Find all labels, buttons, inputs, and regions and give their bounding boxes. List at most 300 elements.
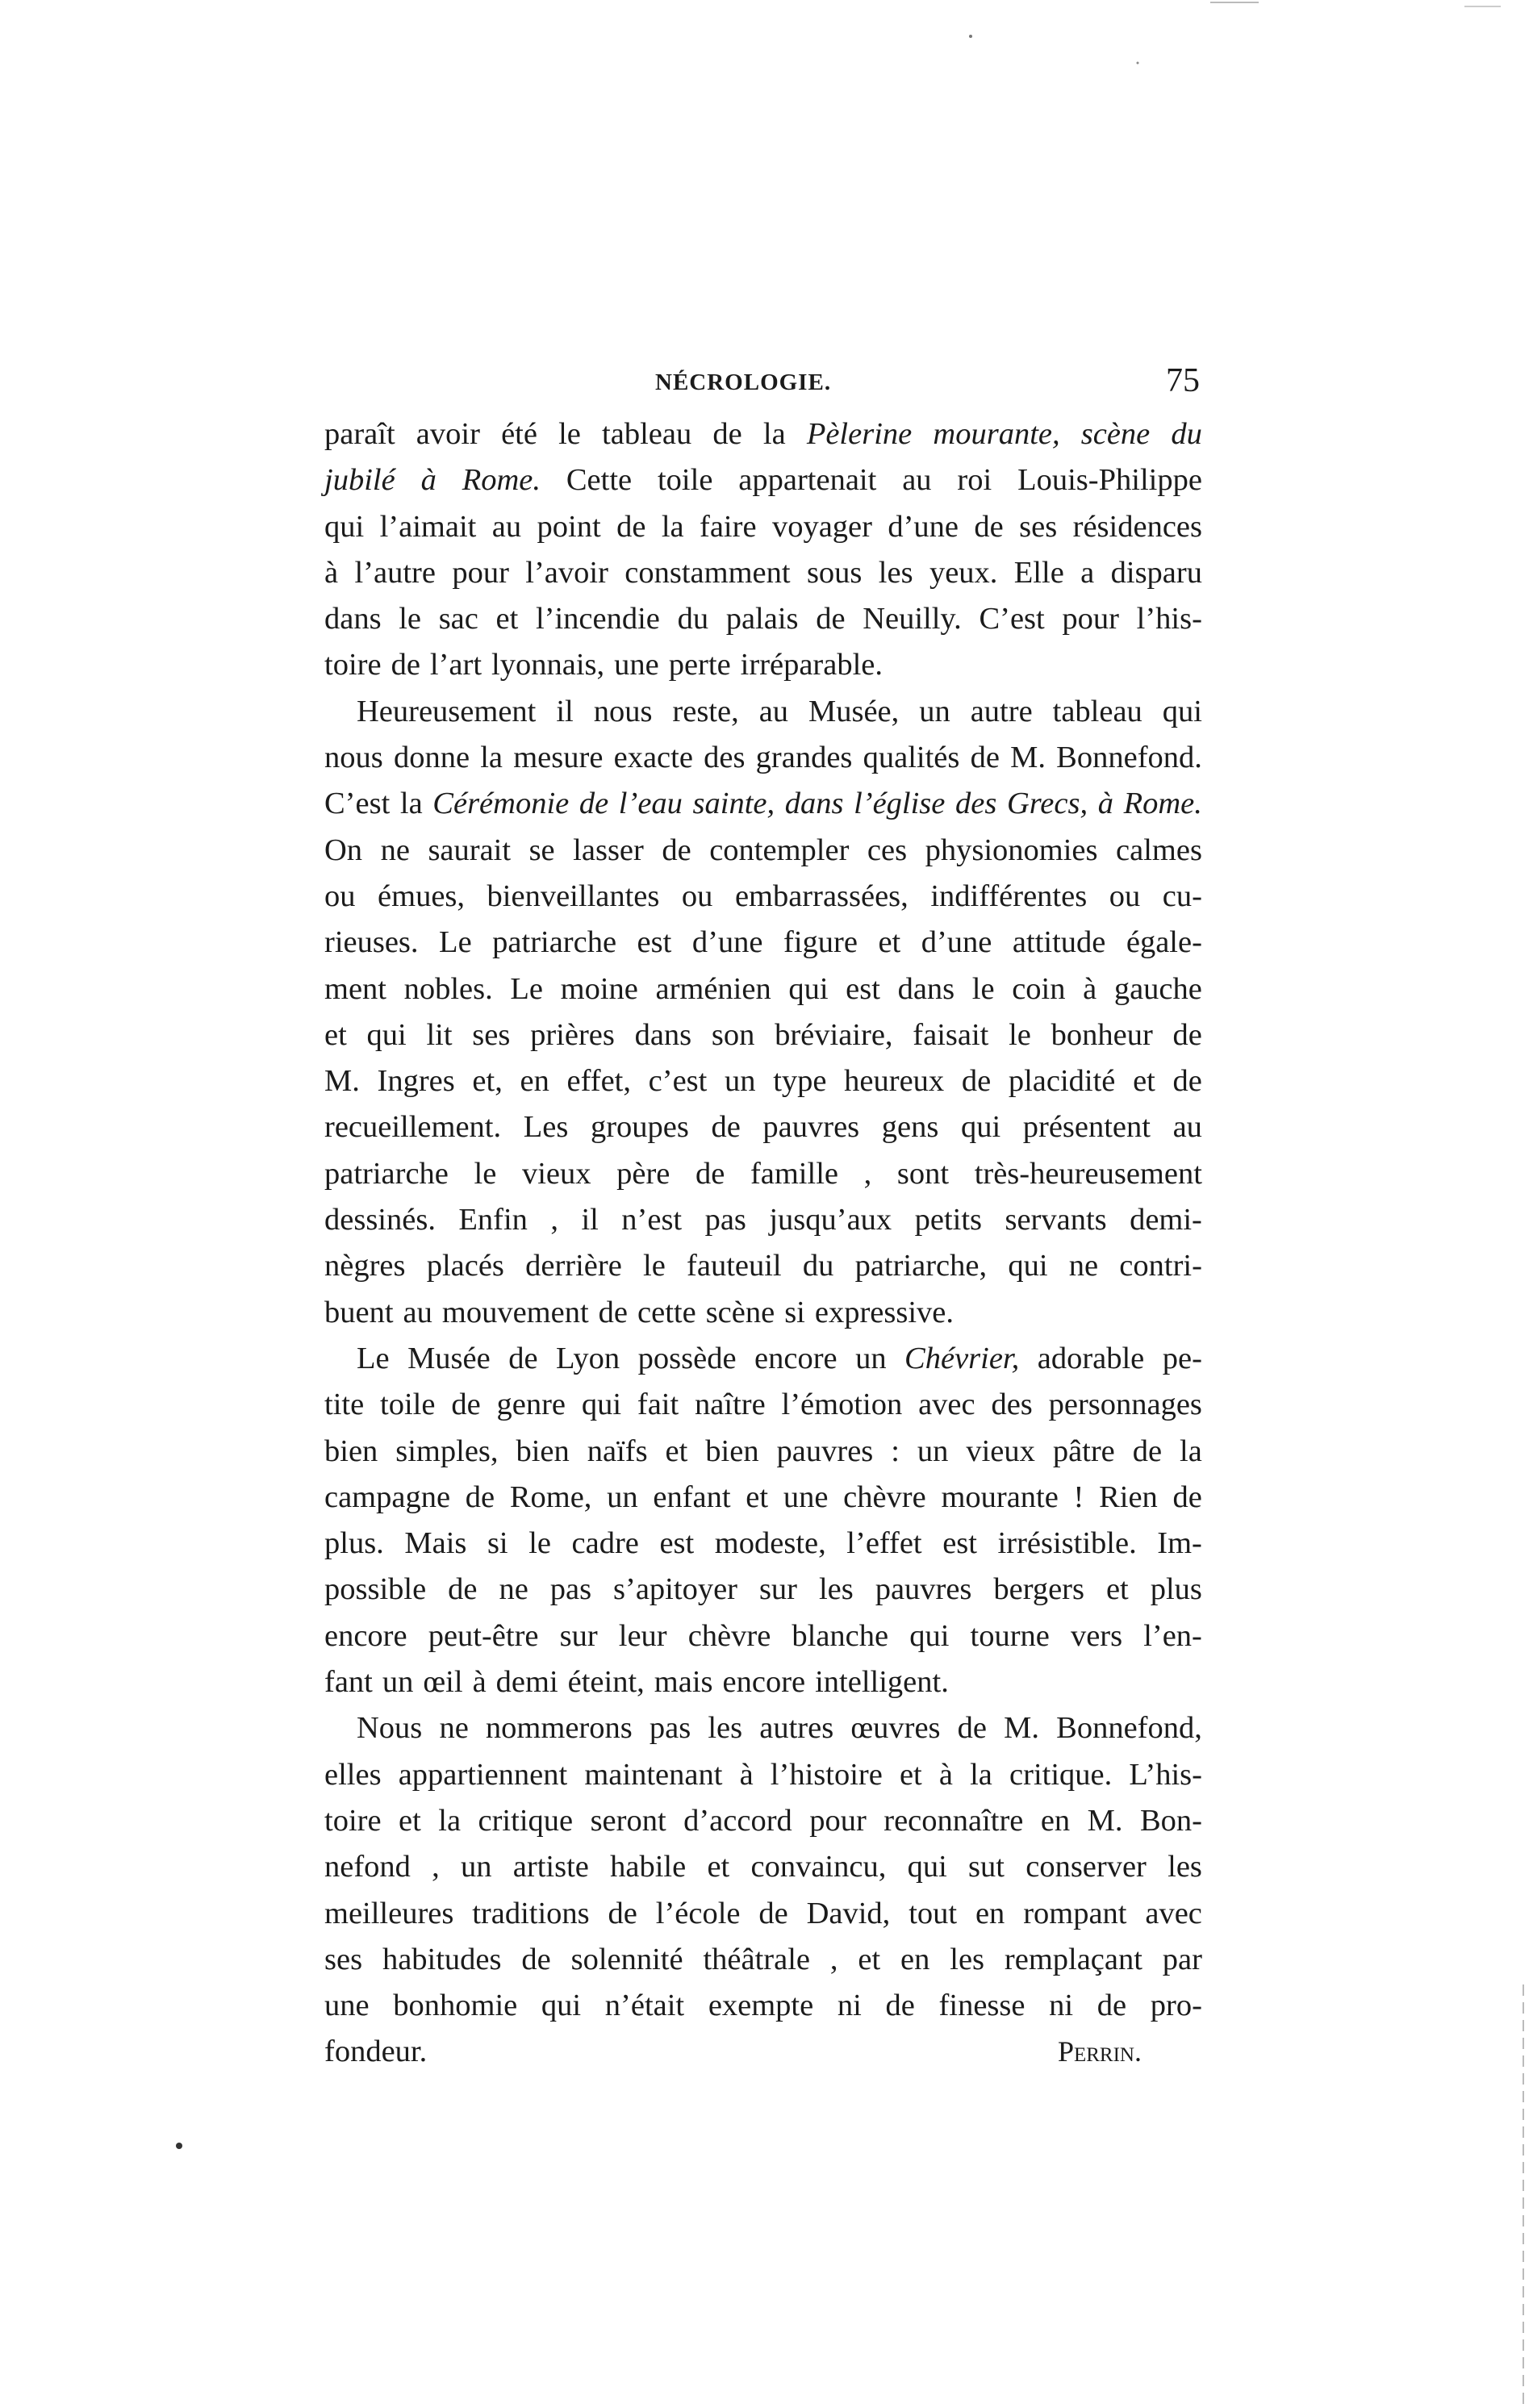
word: tableau (602, 417, 692, 451)
word: une (783, 1479, 829, 1514)
text-line (324, 1058, 1202, 1104)
paragraph-p3 (324, 1336, 1202, 1705)
word: tite (324, 1388, 365, 1422)
word: de (1172, 1017, 1202, 1052)
word: ! (1073, 1479, 1084, 1514)
word: reconnaître (883, 1803, 1024, 1838)
word: yeux. (929, 555, 998, 590)
word: rieuses. (324, 925, 419, 960)
word: qui (324, 509, 365, 544)
word: qui (366, 1017, 407, 1052)
word: l’école (655, 1896, 741, 1930)
word: physionomies (925, 833, 1098, 867)
word: à (739, 1757, 754, 1792)
word: attitude (1012, 925, 1106, 960)
word: de (598, 1295, 629, 1329)
word: de (451, 1388, 481, 1422)
text-line (324, 735, 1202, 781)
word: et (899, 1757, 922, 1792)
text-line (324, 1475, 1202, 1521)
word: son (711, 1017, 755, 1052)
word: Nous (357, 1711, 423, 1746)
text-line (324, 1659, 1202, 1705)
word: il (581, 1203, 599, 1237)
word: derrière (525, 1249, 622, 1283)
word: pauvres (875, 1572, 972, 1607)
word: expressive. (814, 1295, 954, 1329)
word: plus. (324, 1526, 384, 1561)
word: c’est (648, 1064, 708, 1099)
word: meilleures (324, 1896, 454, 1930)
word: l’histoire (770, 1757, 883, 1792)
word: Musée, (808, 694, 900, 728)
word: de (974, 509, 1004, 544)
word: très-heureusement (974, 1156, 1202, 1191)
word: ses (472, 1017, 511, 1052)
word: dans (634, 1017, 692, 1052)
text-line (324, 874, 1202, 920)
word: ou (681, 878, 713, 913)
word: critique (478, 1803, 574, 1838)
word: est (846, 971, 880, 1006)
word: qui (541, 1989, 582, 2023)
word: et (1133, 1064, 1155, 1099)
word: Rome. (462, 463, 541, 498)
word: les (708, 1711, 743, 1746)
word: au (491, 509, 522, 544)
word: irréparable. (740, 648, 883, 682)
word: C’est (324, 787, 391, 821)
word: personnages (1048, 1388, 1202, 1422)
word: sont (896, 1156, 950, 1191)
word: d’une (691, 925, 763, 960)
word: d’une (888, 509, 959, 544)
word: sainte, (692, 787, 775, 821)
word: moine (560, 971, 638, 1006)
word: grandes (755, 741, 853, 775)
word: exempte (708, 1989, 814, 2023)
word: campagne (324, 1479, 451, 1514)
word: rompant (1023, 1896, 1127, 1930)
text-line (324, 550, 1202, 596)
text-line (324, 1613, 1202, 1659)
word: ne (499, 1572, 528, 1607)
word: pour (452, 555, 509, 590)
word: une (324, 1989, 370, 2023)
word: , (432, 1850, 440, 1884)
word: la (480, 741, 503, 775)
word: artiste (512, 1850, 589, 1884)
word: présentent (1022, 1110, 1151, 1145)
word: pâtre (1052, 1434, 1115, 1468)
word: nommerons (485, 1711, 633, 1746)
text-line (324, 596, 1202, 642)
word: ou (1109, 878, 1141, 913)
text-line (324, 1752, 1202, 1798)
word: et (495, 602, 519, 636)
word: nefond (324, 1850, 411, 1884)
word: un (917, 1434, 949, 1468)
word: de (391, 648, 420, 682)
word: un (461, 1850, 492, 1884)
word: au (758, 694, 789, 728)
text-line (324, 1336, 1202, 1382)
text-line (324, 642, 1202, 688)
word: Elle (1013, 555, 1064, 590)
word: de (616, 509, 646, 544)
word: à (324, 555, 339, 590)
author-signature: Perrin. (1057, 2035, 1142, 2068)
text-line (324, 966, 1202, 1012)
word: scène (705, 1295, 775, 1329)
word: lit (426, 1017, 453, 1052)
word: toire (324, 1803, 382, 1838)
text-line (324, 1798, 1202, 1844)
text-line (324, 828, 1202, 874)
word: traditions (472, 1896, 590, 1930)
word: disparu (1110, 555, 1202, 590)
word: possible (324, 1572, 427, 1607)
word: à (1083, 971, 1097, 1006)
word: se (528, 833, 555, 867)
word: l’eau (618, 787, 683, 821)
word: remplaçant (1004, 1942, 1142, 1976)
word: l’incendie (535, 602, 660, 636)
word: point (537, 509, 601, 544)
word: fondeur. (324, 2034, 428, 2069)
word: elles (324, 1757, 382, 1792)
word: au (403, 1295, 432, 1329)
word: a (1080, 555, 1095, 590)
word: Louis-Philippe (1017, 463, 1202, 498)
word: la (438, 1803, 462, 1838)
word: par (1162, 1942, 1202, 1976)
word: pour (1062, 602, 1119, 636)
word: ne (439, 1711, 469, 1746)
word: Le (510, 971, 543, 1006)
word: du (1171, 417, 1202, 451)
word: le (1009, 1017, 1031, 1052)
text-line (324, 920, 1202, 966)
word: encore (722, 1665, 806, 1700)
word: un (725, 1064, 756, 1099)
word: est (637, 925, 672, 960)
word: tout (909, 1896, 958, 1930)
word: embarrassées, (734, 878, 909, 913)
word: genre (496, 1388, 566, 1422)
word: de (521, 1942, 551, 1976)
word: naître (695, 1388, 766, 1422)
word: l’église (854, 787, 946, 821)
word: faisait (913, 1017, 989, 1052)
word: jusqu’aux (769, 1203, 892, 1237)
word: ne (380, 833, 410, 867)
word: la (970, 1757, 992, 1792)
word: chèvre (843, 1479, 926, 1514)
word: dans (897, 971, 955, 1006)
word: groupes (590, 1110, 689, 1145)
word: des (704, 741, 746, 775)
word: patriarche, (854, 1249, 988, 1283)
word: bien (705, 1434, 759, 1468)
text-line (324, 1891, 1202, 1937)
word: bréviaire, (775, 1017, 893, 1052)
word: de (508, 1341, 538, 1375)
text-line (324, 1521, 1202, 1567)
word: intelligent. (815, 1665, 949, 1700)
word: sur (559, 1618, 598, 1653)
word: ses (324, 1942, 363, 1976)
word: œuvres (850, 1711, 941, 1746)
word: est (659, 1526, 695, 1561)
word: seront (590, 1803, 666, 1838)
text-line (324, 781, 1202, 827)
word: avec (1145, 1896, 1202, 1930)
word: bonheur (1051, 1017, 1153, 1052)
word: dans (784, 787, 844, 821)
word: à (1097, 787, 1113, 821)
word: prières (530, 1017, 615, 1052)
word: les (818, 1572, 854, 1607)
word: l’émotion (781, 1388, 903, 1422)
word: mais (654, 1665, 713, 1700)
paragraph-p1 (324, 411, 1202, 689)
word: mouvement (441, 1295, 589, 1329)
word: Cette (566, 463, 633, 498)
word: placés (426, 1249, 504, 1283)
word: n’était (604, 1989, 685, 2023)
text-line (324, 2029, 1202, 2075)
word: ces (867, 833, 908, 867)
word: maintenant (584, 1757, 723, 1792)
word: appartiennent (398, 1757, 568, 1792)
word: demi- (1130, 1203, 1202, 1237)
running-header-title: NÉCROLOGIE. (655, 369, 832, 395)
word: si (784, 1295, 805, 1329)
word: tableau (1052, 694, 1142, 728)
word: une (614, 648, 659, 682)
word: de (961, 1064, 992, 1099)
word: Rien (1099, 1479, 1158, 1514)
word: au (1172, 1110, 1202, 1145)
word: toile (380, 1388, 436, 1422)
word: avec (918, 1388, 975, 1422)
word: de (465, 1479, 495, 1514)
word: gauche (1113, 971, 1202, 1006)
word: qualités (863, 741, 960, 775)
word: critique. (1009, 1757, 1113, 1792)
word: lyonnais, (491, 648, 605, 682)
word: égale- (1126, 925, 1202, 960)
word: la (1180, 1434, 1202, 1468)
word: contri- (1119, 1249, 1202, 1283)
word: en (975, 1896, 1005, 1930)
word: naïfs (587, 1434, 648, 1468)
word: lasser (573, 833, 644, 867)
word: plus (1150, 1572, 1202, 1607)
word: scène (1080, 417, 1151, 451)
word: qui (1162, 694, 1202, 728)
word: d’accord (683, 1803, 792, 1838)
word: nobles. (403, 971, 493, 1006)
paragraph-p2 (324, 689, 1202, 1336)
word: convaincu, (750, 1850, 887, 1884)
word: le (474, 1156, 497, 1191)
word: de (608, 1896, 637, 1930)
word: avoir (416, 417, 480, 451)
word: Grecs, (1006, 787, 1088, 821)
text-line (324, 1937, 1202, 1983)
word: œil (423, 1665, 463, 1700)
word: de (579, 787, 609, 821)
text-line (324, 457, 1202, 503)
word: Enfin (458, 1203, 528, 1237)
word: du (802, 1249, 834, 1283)
word: en (520, 1064, 549, 1099)
text-line (324, 1429, 1202, 1475)
word: ni (837, 1989, 862, 2023)
word: et (665, 1434, 688, 1468)
word: mourante (941, 1479, 1059, 1514)
word: de (662, 833, 691, 867)
word: type (773, 1064, 827, 1099)
text-line (324, 1243, 1202, 1289)
paragraph-p4 (324, 1705, 1202, 2075)
word: coin (1012, 971, 1066, 1006)
word: demi (495, 1665, 558, 1700)
word: pour (809, 1803, 867, 1838)
word: bien (324, 1434, 378, 1468)
word: bienveillantes (487, 878, 660, 913)
word: Cérémonie (432, 787, 570, 821)
word: ni (1049, 1989, 1074, 2023)
word: et (1105, 1572, 1129, 1607)
word: bien (516, 1434, 570, 1468)
word: de (970, 741, 1000, 775)
word: qui (909, 1618, 950, 1653)
word: en (1040, 1803, 1071, 1838)
word: et (878, 925, 901, 960)
word: habitudes (382, 1942, 502, 1976)
word: mourante, (933, 417, 1060, 451)
word: et (746, 1479, 769, 1514)
word: , (863, 1156, 872, 1191)
word: Le (357, 1341, 390, 1375)
word: cadre (571, 1526, 639, 1561)
word: et (399, 1803, 421, 1838)
word: sous (806, 555, 863, 590)
word: , (829, 1942, 838, 1976)
word: effet, (566, 1064, 631, 1099)
word: la (762, 417, 786, 451)
word: finesse (938, 1989, 1025, 2023)
word: au (902, 463, 932, 498)
word: L’his- (1129, 1757, 1202, 1792)
word: recueillement. (324, 1110, 502, 1145)
word: blanche (792, 1618, 889, 1653)
word: M. (1010, 741, 1046, 775)
word: patriarche (324, 1156, 449, 1191)
word: à (472, 1665, 487, 1700)
word: M. (1087, 1803, 1123, 1838)
word: de (711, 1110, 741, 1145)
word: n’est (621, 1203, 683, 1237)
word: Im- (1157, 1526, 1202, 1561)
text-line (324, 1567, 1202, 1613)
text-line (324, 1151, 1202, 1197)
text-line (324, 1104, 1202, 1150)
word: le (971, 971, 995, 1006)
word: qui (907, 1850, 947, 1884)
word: Bonnefond. (1056, 741, 1202, 775)
word: toire (324, 648, 382, 682)
word: pe- (1162, 1341, 1202, 1375)
text-line (324, 1382, 1202, 1428)
word: constamment (624, 555, 791, 590)
word: un (855, 1341, 887, 1375)
word: de (957, 1711, 988, 1746)
word: du (677, 602, 709, 636)
word: théâtrale (703, 1942, 810, 1976)
word: conserver (1025, 1850, 1147, 1884)
word: été (501, 417, 537, 451)
word: Pèlerine (806, 417, 913, 451)
word: autres (759, 1711, 834, 1746)
word: cu- (1162, 878, 1202, 913)
word: s’apitoyer (613, 1572, 737, 1607)
word: Rome. (1123, 787, 1202, 821)
word: simples, (395, 1434, 499, 1468)
word: Les (523, 1110, 569, 1145)
word: en (900, 1942, 930, 1976)
word: perte (668, 648, 731, 682)
word: nègres (324, 1249, 406, 1283)
word: palais (725, 602, 799, 636)
word: servants (1005, 1203, 1107, 1237)
word: heureux (844, 1064, 945, 1099)
word: Heureusement (357, 694, 537, 728)
word: buent (324, 1295, 394, 1329)
text-line (324, 1197, 1202, 1243)
word: adorable (1037, 1341, 1145, 1375)
word: la (661, 509, 684, 544)
word: Mais (404, 1526, 467, 1561)
word: habile (610, 1850, 687, 1884)
word: calmes (1116, 833, 1202, 867)
text-line (324, 411, 1202, 457)
word: un (382, 1665, 414, 1700)
text-line (324, 1705, 1202, 1751)
word: Ingres (377, 1064, 455, 1099)
word: encore (324, 1618, 407, 1653)
word: émues, (378, 878, 466, 913)
word: appartenait (738, 463, 877, 498)
word: irrésistible. (997, 1526, 1137, 1561)
word: il (556, 694, 574, 728)
word: qui (1008, 1249, 1048, 1283)
word: de (758, 1896, 788, 1930)
word: : (891, 1434, 900, 1468)
word: le (643, 1249, 666, 1283)
word: de (1172, 1064, 1202, 1099)
word: vers (1070, 1618, 1123, 1653)
word: C’est (979, 602, 1045, 636)
word: les (950, 1942, 985, 1976)
text-line (324, 504, 1202, 550)
word: et (324, 1017, 347, 1052)
word: dessinés. (324, 1203, 436, 1237)
word: Neuilly. (863, 602, 962, 636)
